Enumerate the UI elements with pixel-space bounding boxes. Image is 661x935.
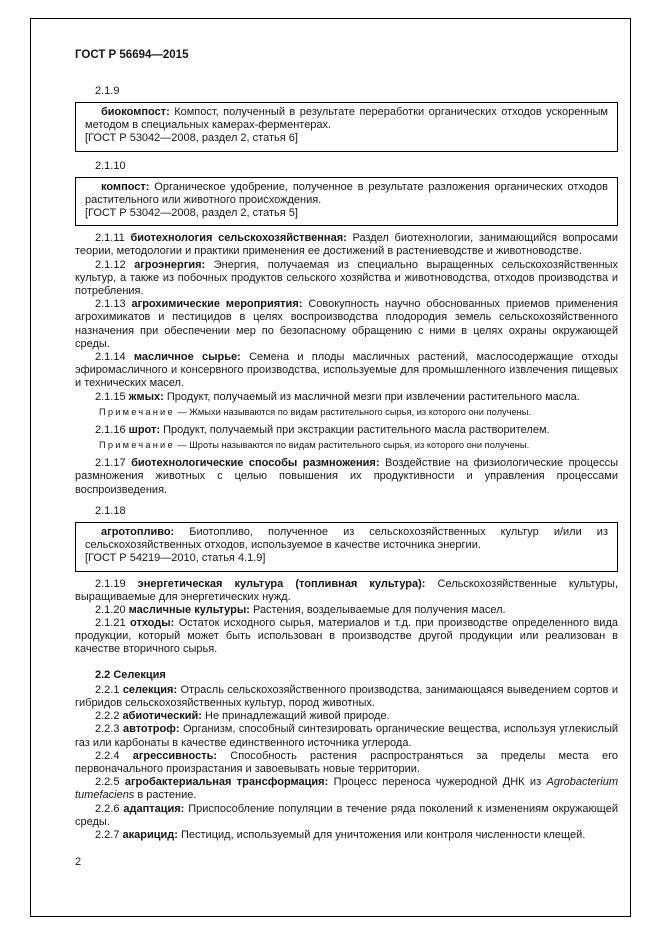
term-number: 2.2.7 — [95, 828, 120, 841]
term-definition: Продукт, получаемый при экстракции растительного масла растворителем. — [163, 423, 550, 436]
term-definition: Растения, возделываемые для получения масел. — [252, 603, 506, 616]
term-entry — [75, 604, 618, 617]
term-entry — [75, 351, 618, 391]
term-number: 2.1.13 — [95, 298, 126, 311]
page-frame — [30, 18, 631, 917]
term-number: 2.2.1 — [95, 683, 120, 696]
term-number: 2.1.15 — [95, 390, 126, 403]
term-entry — [75, 424, 618, 437]
term-entry — [75, 710, 618, 723]
term-name: адаптация: — [123, 802, 185, 815]
term-definition: Продукт, получаемый из масличной мезги при извлечении растительного масла. — [166, 390, 580, 403]
term-name: отходы: — [130, 617, 175, 630]
clause-number: 2.1.9 — [95, 84, 120, 97]
term-name: шрот: — [128, 423, 161, 436]
clause-number: 2.1.10 — [95, 159, 126, 172]
definition-text — [85, 106, 608, 132]
term-entry — [75, 723, 618, 749]
term-name: абиотический: — [122, 710, 202, 723]
term-entry — [75, 684, 618, 710]
definition-body: Биотопливо, полученное из сельскохозяйственных культур и/или из сельскохозяйственных отходов, используемое в качестве источника энергии. — [85, 525, 608, 552]
term-number: 2.1.14 — [95, 350, 126, 363]
term-name: биотехнологические способы размножения: — [131, 457, 380, 470]
term-number: 2.2.6 — [95, 802, 120, 815]
term-number: 2.1.12 — [95, 258, 126, 271]
term-name: агроэнергия: — [134, 258, 206, 271]
term-latin-name: Agrobacterium tumefaciens — [75, 776, 619, 802]
term-name: агробактериальная трансформация: — [124, 776, 329, 789]
definition-box — [75, 102, 618, 152]
note-text: — Шроты называются по видам растительного сырья, из которого они получены. — [177, 440, 530, 451]
term-definition: Способность растения распространяться за пределы места его первоначального произрастания и завоевывать новые территории. — [75, 749, 618, 775]
term-definition: Остаток исходного сырья, материалов и т.д. при производстве определенного вида продукции, который может быть использован в производстве другой продукции или реализован в качестве вторичного сырья. — [75, 617, 618, 656]
definition-box — [75, 177, 618, 227]
term-definition: Энергия, получаемая из специально выращенных сельскохозяйственных культур, а также из побочных продуктов сельского хозяйства и животноводства, отходов производства и потребления. — [75, 258, 618, 298]
term-number: 2.1.19 — [95, 577, 126, 590]
term-number: 2.2.2 — [95, 710, 120, 723]
term-definition: Организм, способный синтезировать органические вещества, используя углекислый газ или карбонаты в качестве единственного источника углерода. — [75, 723, 619, 749]
note-text: — Жмыхи называются по видам растительного сырья, из которого они получены. — [177, 406, 532, 417]
document-header: ГОСТ Р 56694—2015 — [75, 49, 189, 61]
term-number: 2.2.3 — [95, 723, 120, 736]
term-entry — [75, 298, 618, 351]
definition-term: агротопливо: — [101, 525, 175, 538]
term-entry — [75, 391, 618, 404]
term-name: масличные культуры: — [128, 603, 250, 616]
term-number: 2.1.17 — [95, 457, 126, 470]
term-name: селекция: — [122, 683, 178, 696]
term-entry — [75, 259, 618, 299]
term-definition: Процесс переноса чужеродной ДНК из — [333, 776, 547, 789]
term-definition-tail: в растение. — [134, 789, 197, 802]
term-entry — [75, 457, 618, 497]
term-definition: Раздел биотехнологии, занимающийся вопросами теории, методологии и практики применения ее достижений в растениеводстве и животноводстве. — [75, 232, 618, 258]
document-body — [75, 85, 618, 842]
term-name: биотехнология сельскохозяйственная: — [130, 232, 347, 245]
definition-body: Органическое удобрение, полученное в результате разложения органических отходов растительного или животного происхождения. — [85, 180, 608, 206]
definition-text — [85, 181, 608, 207]
definition-body: Компост, полученный в результате переработки органических отходов ускоренным методом в специальных камерах-ферментерах. — [85, 105, 608, 132]
term-definition: Семена и плоды масличных растений, маслосодержащие отходы эфиромасличного и консервного производства, используемые для промышленного извлечения пищевых и технических масел. — [75, 350, 618, 390]
term-name: масличное сырье: — [133, 350, 241, 363]
term-entry — [75, 803, 618, 829]
term-definition: Совокупность научно обоснованных приемов применения агрохимикатов и пестицидов в целях воспроизводства плодородия земель сельскохозяйственного назначения при обеспечении мер по безопасному обращению с ними в целях охраны окружающей среды. — [75, 298, 618, 350]
term-number: 2.1.16 — [95, 423, 126, 436]
term-definition: Приспособление популяции в течение ряда поколений к изменениям окружающей среды. — [75, 802, 618, 828]
term-number: 2.1.21 — [95, 617, 126, 630]
clause-number: 2.1.18 — [95, 504, 126, 517]
term-entry — [75, 750, 618, 776]
term-entry — [75, 232, 618, 258]
term-entry — [75, 829, 618, 842]
term-number: 2.1.20 — [95, 603, 126, 616]
note-label: Примечание — [99, 406, 175, 417]
term-entry — [75, 578, 618, 604]
term-name: агрессивность: — [132, 749, 218, 762]
definition-term: биокомпост: — [101, 105, 170, 118]
note-label: Примечание — [99, 440, 175, 451]
term-name: жмых: — [128, 390, 164, 403]
term-definition: Пестицид, используемый для уничтожения или контроля численности клещей. — [181, 828, 586, 841]
definition-source: [ГОСТ Р 53042—2008, раздел 2, статья 6] — [85, 132, 298, 145]
term-number: 2.2.4 — [95, 749, 120, 762]
term-definition: Сельскохозяйственные культуры, выращиваемые для энергетических нужд. — [75, 577, 619, 603]
definition-box — [75, 522, 618, 572]
definition-source: [ГОСТ Р 53042—2008, раздел 2, статья 5] — [85, 207, 298, 220]
term-definition: Отрасль сельскохозяйственного производства, занимающаяся выведением сортов и гибридов сельскохозяйственных культур, пород животных. — [75, 683, 618, 710]
term-name: энергетическая культура (топливная культура): — [137, 577, 426, 590]
note — [75, 440, 618, 451]
page-number: 2 — [75, 856, 82, 869]
term-entry — [75, 617, 618, 657]
term-entry — [75, 776, 618, 802]
term-number: 2.1.11 — [95, 232, 125, 245]
term-definition: Не принадлежащий живой природе. — [205, 710, 390, 723]
term-number: 2.2.5 — [95, 776, 120, 789]
term-name: агрохимические мероприятия: — [131, 298, 303, 311]
term-name: акарицид: — [122, 828, 178, 841]
definition-term: компост: — [101, 180, 150, 193]
term-name: автотроф: — [122, 723, 180, 736]
section-heading: 2.2 Селекция — [95, 668, 166, 681]
term-definition: Воздействие на физиологические процессы размножения животных с целью повышения их продуктивности и управления процессами воспроизведения. — [75, 457, 618, 496]
definition-text — [85, 526, 608, 552]
definition-source: [ГОСТ Р 54219—2010, статья 4.1.9] — [85, 552, 266, 565]
note — [75, 407, 618, 418]
